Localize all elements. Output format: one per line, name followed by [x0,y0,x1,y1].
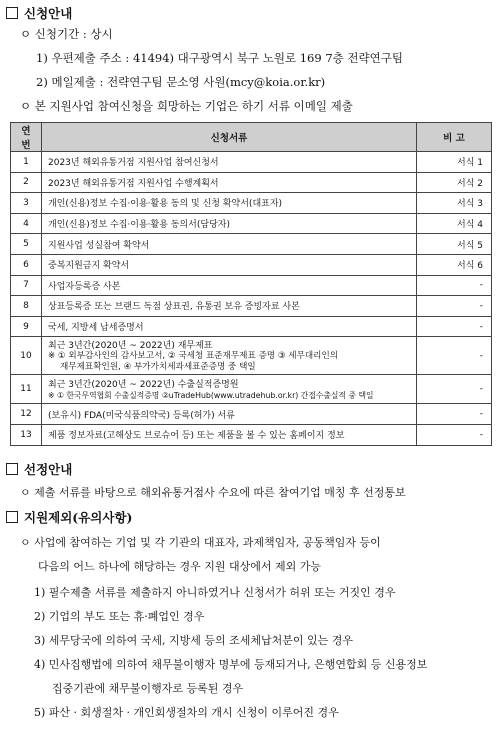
table-row [11,152,492,173]
row-document: 상표등록증 또는 브랜드 독점 상표권, 유통권 보유 증빙자료 사본 [42,296,417,317]
row-no: 10 [11,337,42,375]
exclusion-item-2: 2) 기업의 부도 또는 휴·폐업인 경우 [34,610,205,623]
header-remark: 비 고 [417,123,492,152]
table-row [11,213,492,234]
table-row [11,275,492,296]
exclusion-item-4-cont: 집중기관에 채무불이행자로 등록된 경우 [52,682,244,695]
table-row [11,172,492,193]
row-document: 개인(신용)정보 수집·이용·활용 동의서(담당자) [42,213,417,234]
table-row [11,424,492,445]
row-document: 지원사업 성실참여 확약서 [42,234,417,255]
section-title-exclusion: 지원제외(유의사항) [6,508,132,526]
table-row [11,254,492,275]
row-document: 사업자등록증 사본 [42,275,417,296]
row-no: 8 [11,296,42,317]
table-row [11,234,492,255]
row-no: 4 [11,213,42,234]
exclusion-intro-cont: 다음의 어느 하나에 해당하는 경우 지원 대상에서 제외 가능 [38,560,321,573]
exclusion-item-3: 3) 세무당국에 의하여 국세, 지방세 등의 조세체납처분이 있는 경우 [34,634,354,647]
email-submission: 2) 메일제출 : 전략연구팀 문소영 사원(mcy@koia.or.kr) [36,75,326,89]
row-document-title: 최근 3년간(2020년 ~ 2022년) 수출실적증명원 [48,380,239,391]
table-row [11,337,492,375]
table-row [11,193,492,214]
exclusion-intro: ㅇ 사업에 참여하는 기업 및 각 기관의 대표자, 과제책임자, 공동책임자 등이 [20,536,381,549]
submission-note: ㅇ 본 지원사업 참여신청을 희망하는 기업은 하기 서류 이메일 제출 [20,99,353,113]
row-document [42,337,417,375]
row-remark: 서식 1 [417,152,492,173]
row-remark: - [417,296,492,317]
row-document-note: ※ ① 한국무역협회 수출실적증명 ②uTradeHub(www.utradehub.or.kr) 간접수출실적 중 택일 [48,391,374,401]
row-remark: - [417,424,492,445]
row-remark: - [417,375,492,404]
row-no: 2 [11,172,42,193]
row-document-note: ※ ① 외부감사인의 감사보고서, ② 국세청 표준재무제표 증명 ③ 세무대리인의 [48,351,339,362]
row-document-title: 최근 3년간(2020년 ~ 2022년) 재무제표 [48,341,213,352]
application-period: ㅇ 신청기간 : 상시 [20,27,113,41]
row-document: 국세, 지방세 납세증명서 [42,316,417,337]
row-remark: 서식 3 [417,193,492,214]
row-document-note: 재무제표확인원, ④ 부가가치세과세표준증명 중 택일 [60,362,256,373]
row-document: 개인(신용)정보 수집·이용·활용 동의 및 신청 확약서(대표자) [42,193,417,214]
table-row [11,404,492,425]
selection-text: ㅇ 제출 서류를 바탕으로 해외유통거점사 수요에 따른 참여기업 매칭 후 선정통보 [20,486,406,499]
row-document: 2023년 해외유통거점 지원사업 참여신청서 [42,152,417,173]
checkbox-icon [6,463,18,475]
row-remark: 서식 5 [417,234,492,255]
row-remark: - [417,404,492,425]
row-no: 9 [11,316,42,337]
row-no: 12 [11,404,42,425]
exclusion-item-5: 5) 파산 · 회생절차 · 개인회생절차의 개시 신청이 이루어진 경우 [34,706,339,719]
exclusion-item-4: 4) 민사집행법에 의하여 채무불이행자 명부에 등재되거나, 은행연합회 등 신용정보 [34,658,428,671]
required-documents-table [10,122,492,446]
row-remark: - [417,337,492,375]
table-header-row [11,123,492,152]
checkbox-icon [6,7,18,19]
row-remark: 서식 4 [417,213,492,234]
checkbox-icon [6,511,18,523]
table-row [11,375,492,404]
row-no: 11 [11,375,42,404]
table-row [11,316,492,337]
row-no: 13 [11,424,42,445]
row-remark: - [417,316,492,337]
row-no: 3 [11,193,42,214]
header-document: 신청서류 [42,123,417,152]
row-document: 2023년 해외유통거점 지원사업 수행계획서 [42,172,417,193]
row-document: (보유시) FDA(미국식품의약국) 등록(허가) 서류 [42,404,417,425]
section-title-selection: 선정안내 [6,460,72,478]
row-remark: 서식 2 [417,172,492,193]
row-document [42,375,417,404]
header-no: 연번 [11,123,42,152]
row-no: 7 [11,275,42,296]
row-remark: - [417,275,492,296]
row-remark: 서식 6 [417,254,492,275]
row-no: 6 [11,254,42,275]
row-no: 5 [11,234,42,255]
postal-address: 1) 우편제출 주소 : 41494) 대구광역시 북구 노원로 169 7층 전략연구팀 [36,51,403,65]
row-no: 1 [11,152,42,173]
exclusion-item-1: 1) 필수제출 서류를 제출하지 아니하였거나 신청서가 허위 또는 거짓인 경우 [34,586,396,599]
row-document: 중복지원금지 확약서 [42,254,417,275]
row-document: 제품 정보자료(고해상도 브로슈어 등) 또는 제품을 볼 수 있는 홈페이지 정보 [42,424,417,445]
section-title-application: 신청안내 [6,4,72,22]
table-row [11,296,492,317]
